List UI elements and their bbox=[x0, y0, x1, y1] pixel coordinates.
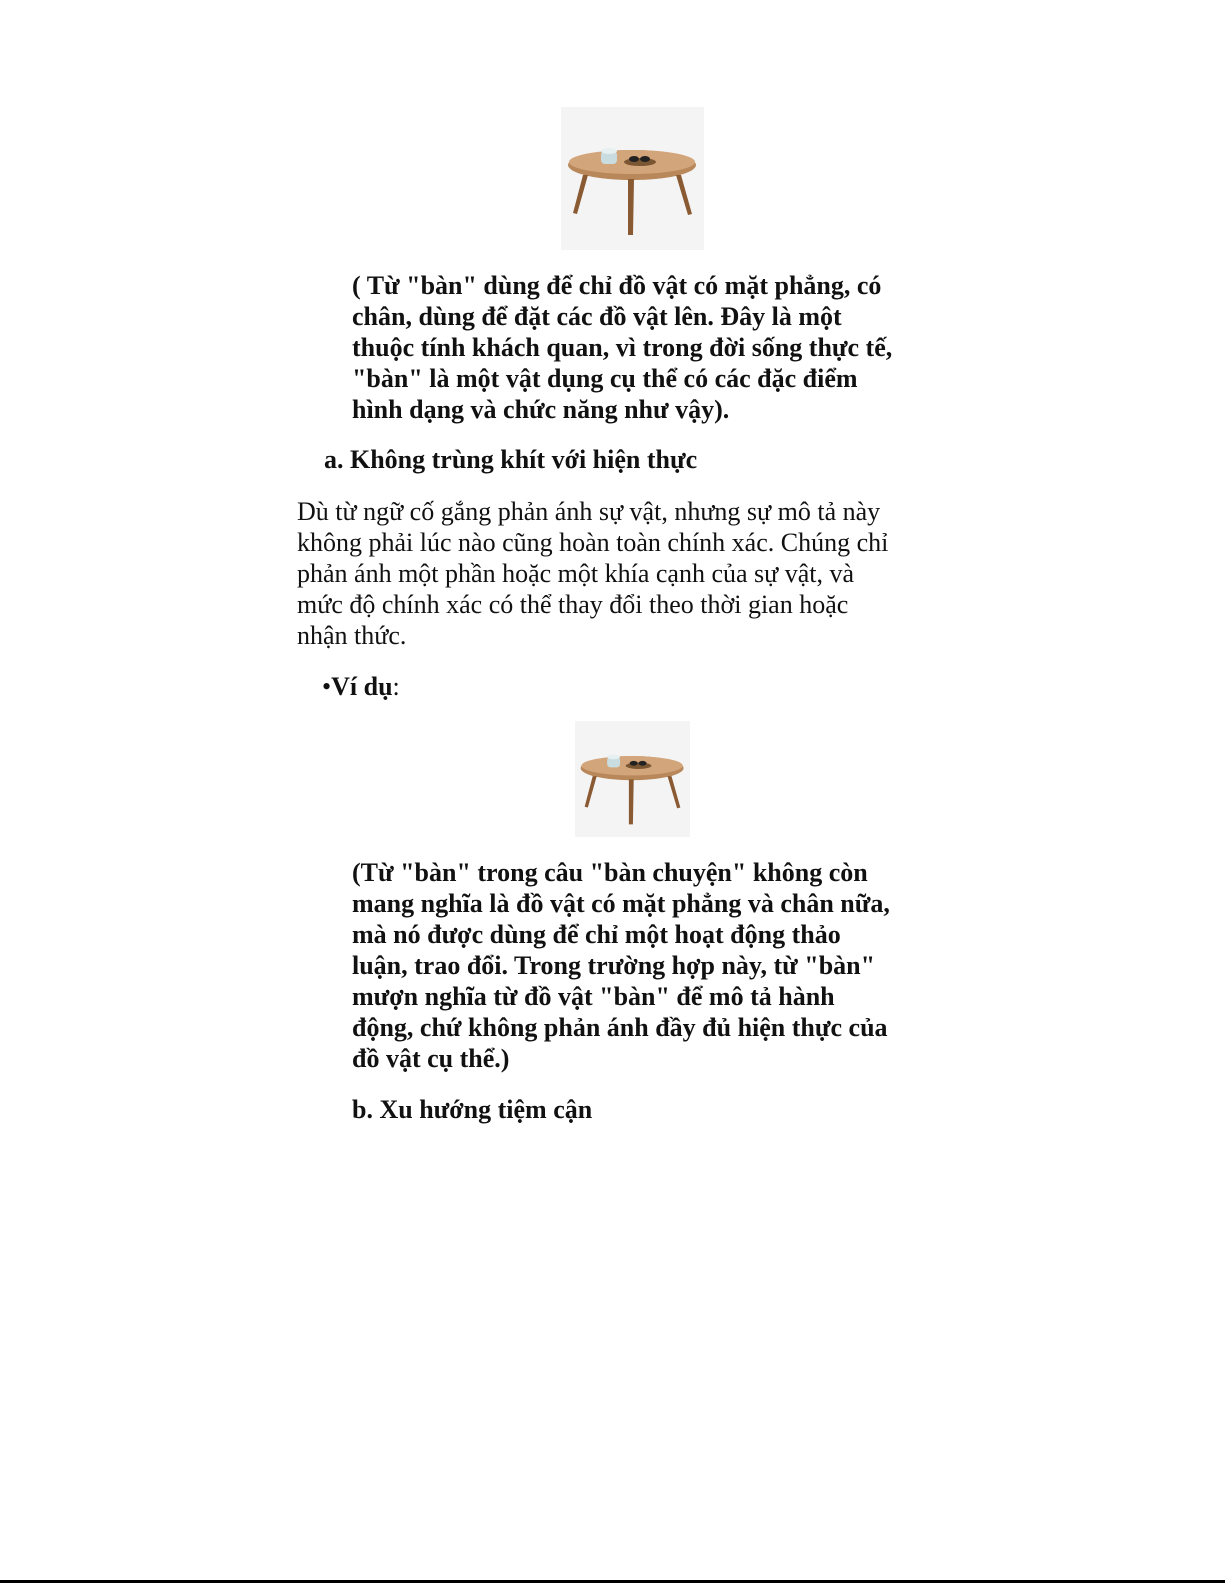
table-image-2 bbox=[575, 721, 690, 837]
bullet: • bbox=[322, 672, 332, 701]
heading-a: a. Không trùng khít với hiện thực bbox=[324, 445, 698, 474]
example-colon: : bbox=[392, 672, 400, 701]
paragraph-a: Dù từ ngữ cố gắng phản ánh sự vật, nhưng sự mô tả này không phải lúc nào cũng hoàn toàn chính xác. Chúng chỉ phản ánh một phần hoặc một khía cạnh của sự vật, và mức độ chính xác có thể thay đổi theo thời gian hoặc nhận thức. bbox=[297, 497, 889, 650]
table-image-1 bbox=[561, 107, 704, 250]
heading-b: b. Xu hướng tiệm cận bbox=[352, 1095, 593, 1124]
page-bottom-rule bbox=[0, 1580, 1225, 1583]
example-label: Ví dụ bbox=[331, 672, 393, 701]
explanation-paragraph-2: (Từ "bàn" trong câu "bàn chuyện" không còn mang nghĩa là đồ vật có mặt phẳng và chân nữa, mà nó được dùng để chỉ một hoạt động thảo luận, trao đổi. Trong trường hợp này, từ "bàn" mượn nghĩa từ đồ vật "bàn" để mô tả hành động, chứ không phản ánh đầy đủ hiện thực của đồ vật cụ thể.) bbox=[352, 858, 890, 1073]
table-illustration-2 bbox=[575, 721, 690, 837]
explanation-paragraph-1: ( Từ "bàn" dùng để chỉ đồ vật có mặt phẳng, có chân, dùng để đặt các đồ vật lên. Đây là một thuộc tính khách quan, vì trong đời sống thực tế, "bàn" là một vật dụng cụ thể có các đặc điểm hình dạng và chức năng như vậy). bbox=[352, 271, 893, 424]
example-line bbox=[322, 671, 622, 702]
table-illustration-1 bbox=[561, 107, 704, 250]
